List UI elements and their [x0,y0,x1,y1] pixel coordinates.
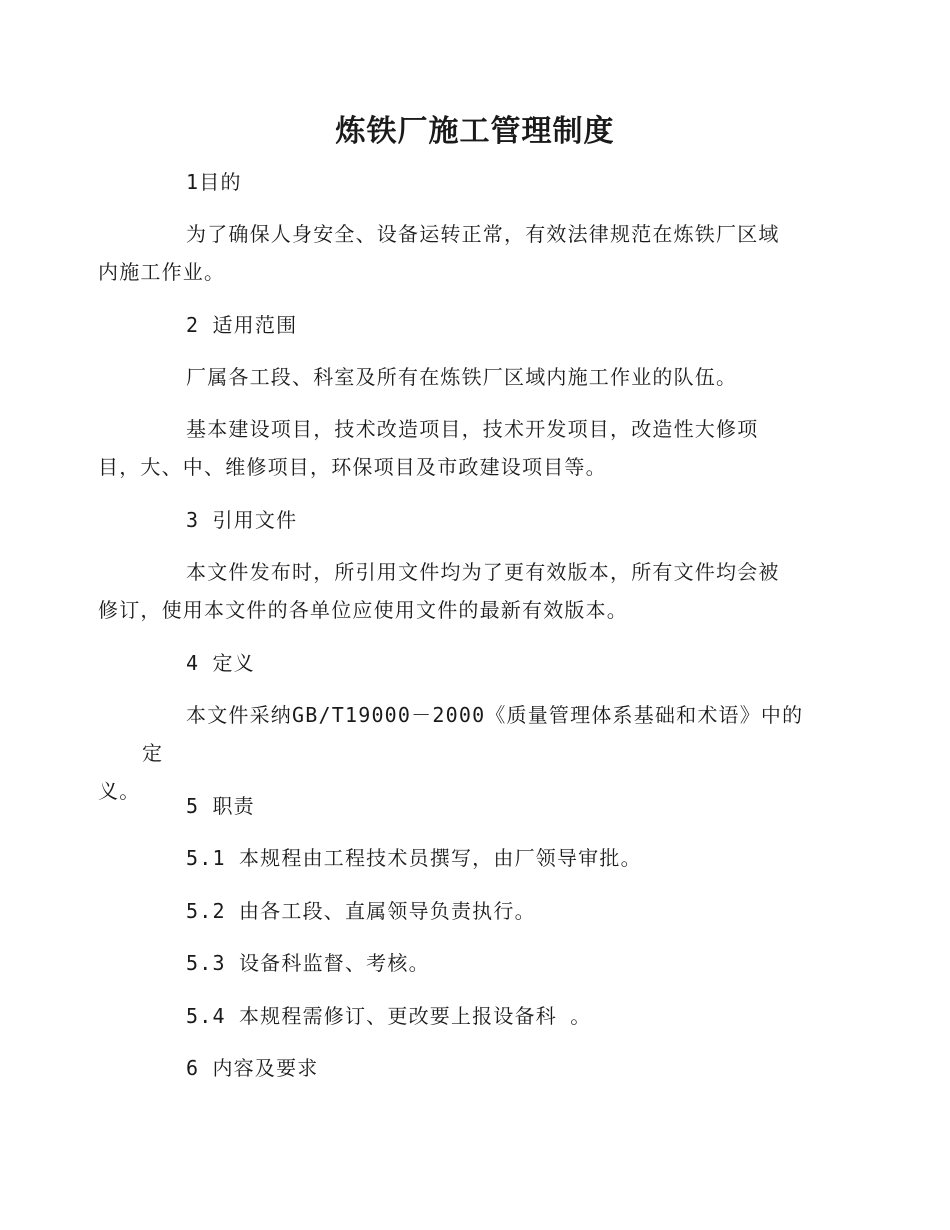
paragraph-line: 5 职责 [186,794,255,818]
paragraph-line: 目，大、中、维修项目，环保项目及市政建设项目等。 [98,455,607,479]
paragraph-line: 3 引用文件 [186,508,298,532]
paragraph-line: 5.4 本规程需修订、更改要上报设备科 。 [186,1004,592,1028]
paragraph-scope-projects [98,410,822,486]
paragraph-line: 1目的 [186,170,242,194]
clause-5-2 [142,892,822,930]
paragraph-line: 本文件采纳GB/T19000－2000《质量管理体系基础和术语》中的定 [142,703,804,765]
paragraph-line: 义。 [98,779,141,803]
paragraph-line: 5.1 本规程由工程技术员撰写，由厂领导审批。 [186,846,642,870]
clause-5-1 [142,839,822,877]
paragraph-line: 修订，使用本文件的各单位应使用文件的最新有效版本。 [98,598,628,622]
document-title: 炼铁厂施工管理制度 [335,114,615,149]
section-heading-responsibilities [142,787,822,825]
section-heading-content-requirements [142,1049,822,1087]
paragraph-line: 基本建设项目，技术改造项目，技术开发项目，改造性大修项 [186,417,759,441]
paragraph-purpose [98,215,822,291]
clause-5-4 [142,997,822,1035]
paragraph-line: 本文件发布时，所引用文件均为了更有效版本，所有文件均会被 [186,560,780,584]
section-heading-definitions [142,644,822,682]
paragraph-references [98,553,822,629]
section-heading-references [142,501,822,539]
paragraph-line: 5.3 设备科监督、考核。 [186,951,430,975]
section-heading-purpose [142,163,822,201]
paragraph-line: 内施工作业。 [98,260,226,284]
paragraph-line: 5.2 由各工段、直属领导负责执行。 [186,899,536,923]
clause-5-3 [142,944,822,982]
section-heading-scope [142,306,822,344]
paragraph-line: 4 定义 [186,651,255,675]
paragraph-line: 厂属各工段、科室及所有在炼铁厂区域内施工作业的队伍。 [186,365,738,389]
paragraph-line: 2 适用范围 [186,313,298,337]
paragraph-scope-units [142,358,822,396]
paragraph-line: 为了确保人身安全、设备运转正常，有效法律规范在炼铁厂区域 [186,222,780,246]
paragraph-line: 6 内容及要求 [186,1056,319,1080]
